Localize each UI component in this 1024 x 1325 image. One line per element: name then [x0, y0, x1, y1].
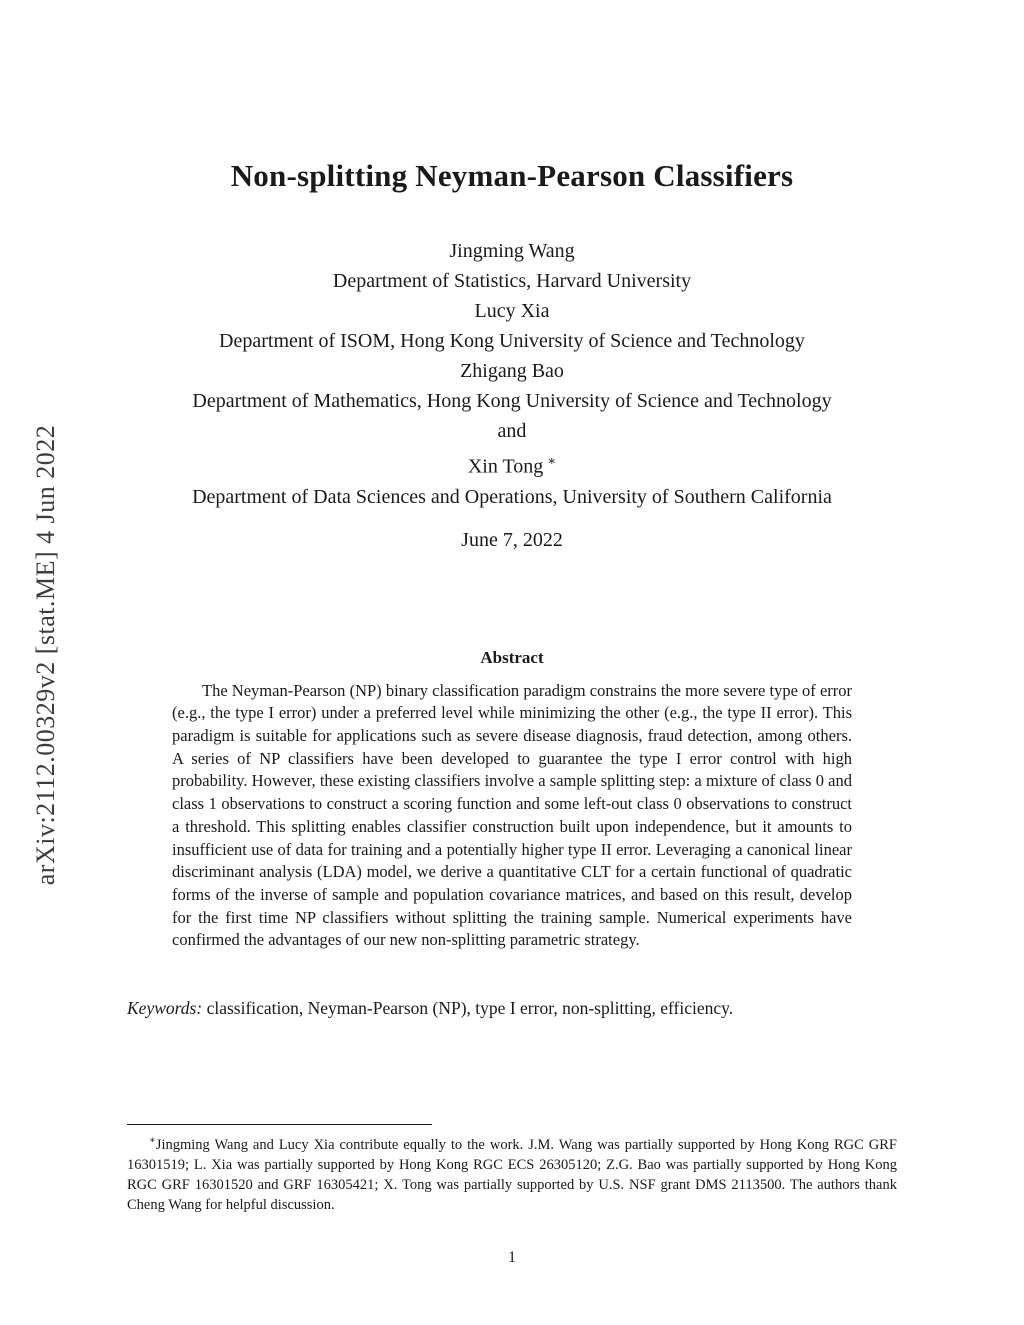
author-name-text: Xin Tong — [467, 455, 544, 478]
arxiv-watermark: arXiv:2112.00329v2 [stat.ME] 4 Jun 2022 — [31, 424, 60, 886]
author-conjunction: and — [497, 420, 527, 442]
abstract-text: The Neyman-Pearson (NP) binary classification paradigm constrains the more severe type of error (e.g., the type I error) under a preferred level while minimizing the other (e.g., the type II error). This paradigm is suitable for applications such as severe disease diagnosis, fraud detection, among others. A series of NP classifiers have been developed to guarantee the type I error control with high probability. However, these existing classifiers involve a sample splitting step: a mixture of class 0 and class 1 observations to construct a scoring function and some left-out class 0 observations to construct a threshold. This splitting enables classifier construction built upon independence, but it amounts to insufficient use of data for training and a potentially higher type II error. Leveraging a canonical linear discriminant analysis (LDA) model, we derive a quantitative CLT for a certain functional of quadratic forms of the inverse of sample and population covariance matrices, and based on this result, develop for the first time NP classifiers without splitting the training sample. Numerical experiments have confirmed the advantages of our new non-splitting parametric strategy. — [172, 680, 852, 950]
author-block — [127, 236, 897, 512]
keywords-text: classification, Neyman-Pearson (NP), type I error, non-splitting, efficiency. — [206, 998, 734, 1019]
author-affiliation: Department of Mathematics, Hong Kong University of Science and Technology — [192, 390, 832, 412]
abstract-section — [172, 648, 852, 952]
author-affiliation: Department of ISOM, Hong Kong University of Science and Technology — [219, 330, 805, 352]
author-name — [127, 446, 897, 482]
footnote-body: Jingming Wang and Lucy Xia contribute equally to the work. J.M. Wang was partially supported by Hong Kong RGC GRF 16301519; L. Xia was partially supported by Hong Kong RGC ECS 26305120; Z.G. Bao was partially supported by Hong Kong RGC GRF 16301520 and GRF 16305421; X. Tong was partially supported by U.S. NSF grant DMS 2113500. The authors thank Cheng Wang for helpful discussion. — [127, 1136, 897, 1213]
author-name: Lucy Xia — [474, 300, 550, 322]
author-affiliation: Department of Statistics, Harvard University — [332, 270, 692, 292]
author-footnote-marker: ∗ — [547, 453, 557, 468]
footnote-rule — [127, 1124, 432, 1125]
footnote-marker: ∗ — [149, 1135, 156, 1146]
author-name: Jingming Wang — [449, 240, 575, 262]
abstract-heading: Abstract — [480, 647, 544, 667]
paper-title: Non-splitting Neyman-Pearson Classifiers — [230, 158, 794, 193]
keywords-line — [127, 998, 897, 1019]
footnote-section — [127, 1124, 897, 1215]
paper-date: June 7, 2022 — [461, 528, 563, 551]
footnote-text — [127, 1131, 897, 1215]
keywords-label: Keywords: — [127, 998, 203, 1019]
author-affiliation: Department of Data Sciences and Operations, University of Southern California — [192, 485, 832, 508]
author-name: Zhigang Bao — [460, 360, 564, 382]
page-number: 1 — [508, 1249, 516, 1266]
